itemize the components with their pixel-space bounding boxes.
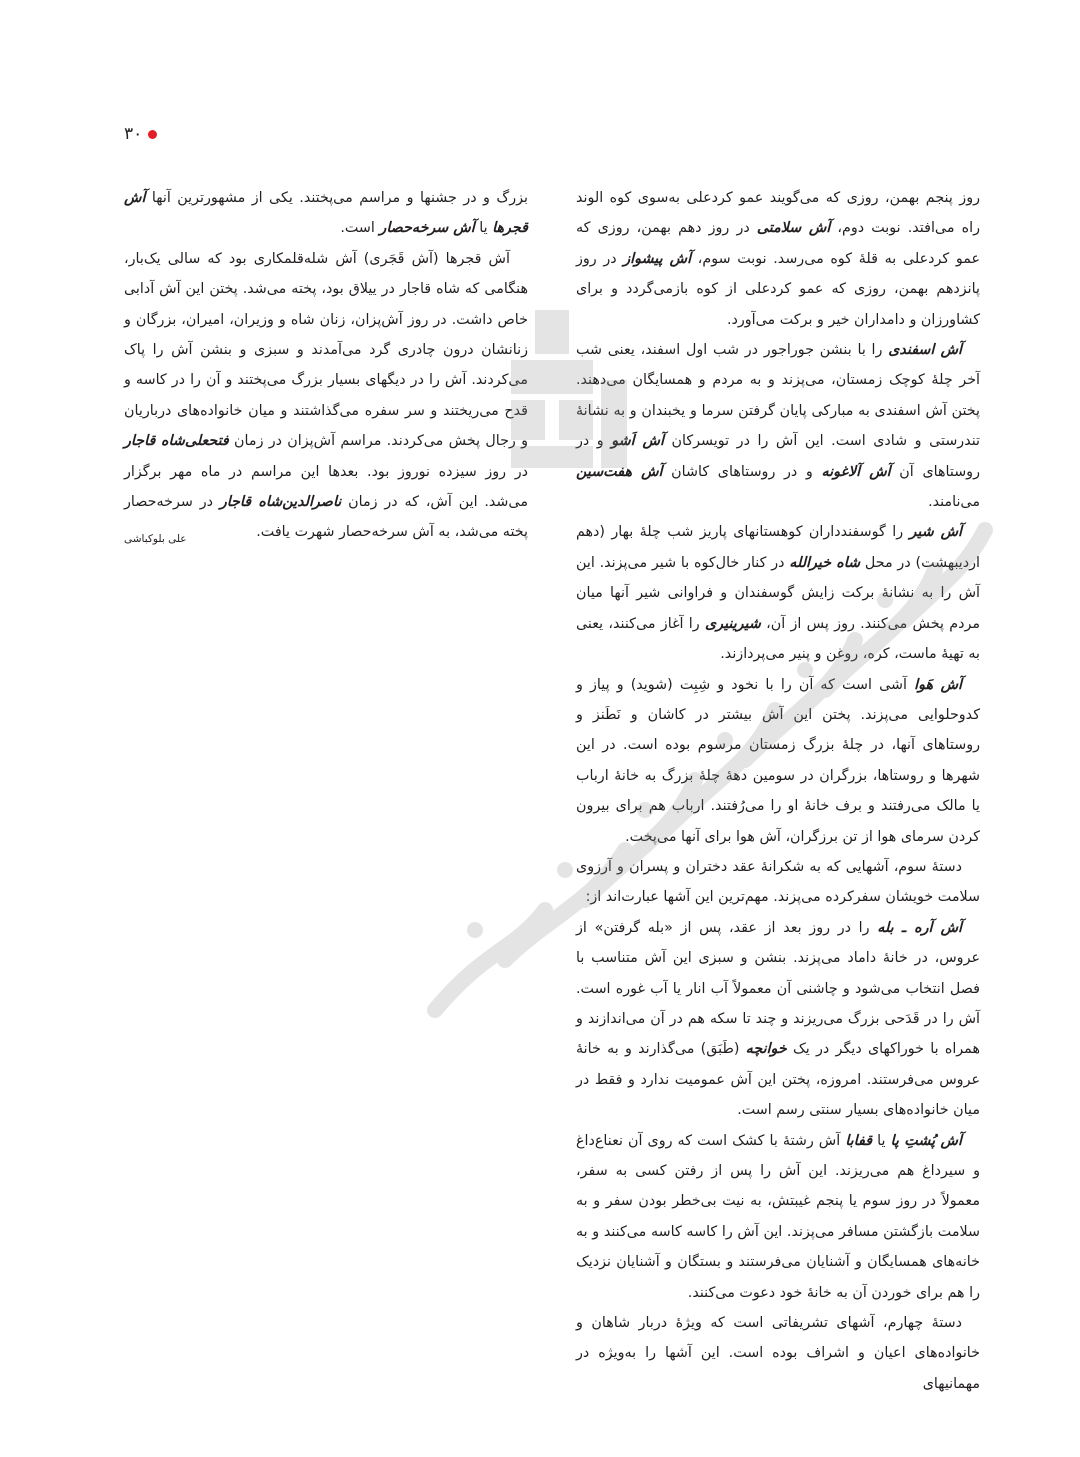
paragraph-text: (طَبَق) می‌گذارند و به خانهٔ عروس می‌فرستند. امروزه، پختن این آش عمومیت ندارد و فقط در میان خانواده‌های بسیار سنتی رسم است. <box>576 1041 980 1119</box>
bold-term: آش هَوا <box>914 676 962 693</box>
paragraph <box>124 183 528 244</box>
bold-term: آش سرخه‌حصار <box>379 220 475 237</box>
paragraph-text: در سرخه‌حصار پخته می‌شد، به آش سرخه‌حصار شهرت یافت. <box>124 494 528 541</box>
author-name: علی بلوکباشی <box>124 532 187 545</box>
bold-term: آش سلامتی <box>756 220 831 237</box>
paragraph <box>576 517 980 669</box>
page-number <box>124 124 157 144</box>
paragraph-text: دستهٔ سوم، آشهایی که به شکرانهٔ عقد دختران و پسران و آرزوی سلامت خویشان سفرکرده می‌پزند. مهم‌ترین این آشها عبارت‌اند از: <box>576 858 980 906</box>
paragraph-text: می‌نامند. <box>928 494 980 511</box>
bold-term: آش پیشواز <box>623 250 692 267</box>
paragraph-text: یا <box>872 1132 891 1149</box>
bold-term: ناصرالدین‌شاه قاجار <box>219 494 342 511</box>
paragraph-text: یا <box>474 220 493 237</box>
paragraph-text: است. <box>340 220 380 237</box>
left-column <box>124 183 528 554</box>
paragraph <box>124 244 528 548</box>
bold-term: آش آره ـ بله <box>877 919 963 936</box>
bold-term: آش هفت‌سین <box>576 463 663 480</box>
paragraph-text: را آغاز می‌کنند، یعنی به تهیهٔ ماست، کره، روغن و پنیر می‌پردازند. <box>576 615 980 663</box>
bold-term: آش پُشتِ پا <box>890 1132 962 1149</box>
paragraph <box>576 670 980 852</box>
bold-term: آش اسفندی <box>888 342 962 359</box>
bold-term: آش قجرها <box>124 190 528 237</box>
bold-term: آش اَشو <box>611 433 664 450</box>
paragraph-text: را با بنشن جوراجور در شب اول اسفند، یعنی شب آخر چلهٔ کوچک زمستان، می‌پزند و به مردم و همسایگان می‌دهند. پختن آش اسفندی به مبارکی پایان گرفتن سرما و یخبندان و به نشانهٔ تندرستی و شادی است. این آش را در تویسرکان <box>576 342 981 450</box>
paragraph-text: روز پنجم بهمن، روزی که می‌گویند عمو کردعلی به‌سوی کوه الوند راه می‌افتد. نوبت دوم، <box>576 190 980 237</box>
paragraph <box>576 913 980 1126</box>
paragraph-text: را گوسفندداران کوهستانهای پاریز شب چلهٔ بهار (دهم اردیبهشت) در محل <box>576 524 980 571</box>
bold-term: آش شیر <box>909 524 962 541</box>
paragraph <box>576 852 980 913</box>
bold-term: شیرینیری <box>704 615 761 632</box>
bold-term: شاه خیرالله <box>789 554 861 571</box>
bold-term: فتحعلی‌شاه قاجار <box>124 433 229 450</box>
paragraph-text: آش رشتهٔ با کشک است که روی آن نعناع‌داغ و سیرداغ هم می‌ریزند. این آش را پس از رفتن کسی به سفر، معمولاً در روز سوم یا پنجم غیبتش، به نیت بی‌خطر بودن سفر و به سلامت بازگشتن مسافر می‌پزند. این آش را کاسه کاسه می‌کنند و به خانه‌های همسایگان و آشنایان می‌فرستند و بستگان و آشنایان نزدیک را هم برای خوردن آن به خانهٔ خود دعوت می‌کنند. <box>576 1132 980 1301</box>
paragraph-text: دستهٔ چهارم، آشهای تشریفاتی است که ویژهٔ دربار شاهان و خانواده‌های اعیان و اشراف بوده است. این آشها را به‌ویژه در مهمانیهای <box>576 1315 980 1392</box>
bold-term: آش آلاغونه <box>821 463 891 480</box>
bold-term: قفابا <box>845 1132 873 1149</box>
paragraph-text: در روز سیزده نوروز بود. بعدها این مراسم در ماه مهر برگزار می‌شد. این آش، که در زمان <box>124 463 528 511</box>
paragraph <box>576 335 980 517</box>
paragraph <box>576 1308 980 1399</box>
paragraph <box>576 1126 980 1308</box>
page-number-text: ۳۰ <box>124 124 143 144</box>
right-column <box>576 183 980 1399</box>
paragraph-text: آش قجرها (آش قَجَری) آش شله‌قلمکاری بود که سالی یک‌بار، هنگامی که شاه قاجار در ییلاق بود، پخته می‌شد. پختن این آش آدابی خاص داشت. در روز آش‌پزان، زنان شاه و وزیران، امیران، بزرگان و زنانشان درون چادری گرد می‌آمدند و سبزی و بنشن آش را پاک می‌کردند. آش را در دیگهای بسیار بزرگ می‌پختند و آن را در کاسه و قدح می‌ریختند و سر سفره می‌گذاشتند و میان خانواده‌های درباریان و رجال پخش می‌کردند. مراسم آش‌پزان در زمان <box>124 250 529 450</box>
page-number-dot <box>148 130 157 139</box>
paragraph-text: آشی است که آن را با نخود و شِبِت (شوید) و پیاز و کدوحلوایی می‌پزند. پختن این آش بیشتر در کاشان و نَطَنز و روستاهای آنها، در چلهٔ بزرگ زمستان مرسوم بوده است. در این شهرها و روستاها، بزرگران در سومین دههٔ چلهٔ بزرگ به خانهٔ ارباب یا مالک می‌رفتند و برف خانهٔ او را می‌رُفتند. ارباب هم برای بیرون کردن سرمای هوا از تن برزگران، آش هوا برای آنها می‌پخت. <box>576 676 980 845</box>
paragraph-text: و در روستاهای آن <box>576 433 980 480</box>
paragraph-text: و در روستاهای کاشان <box>662 463 822 480</box>
paragraph-text: در روز دهم بهمن، روزی که عمو کردعلی به قلهٔ کوه می‌رسد. نوبت سوم، <box>576 220 980 267</box>
paragraph-text: در کنار خال‌کوه با شیر می‌پزند. این آش را به نشانهٔ برکت زایش گوسفندان و فراوانی شیر آنها میان مردم پخش می‌کنند. روز پس از آن، <box>576 554 981 632</box>
bold-term: خوانچه <box>745 1041 787 1058</box>
paragraph-text: را در روز بعد از عقد، پس از «بله گرفتن» از عروس، در خانهٔ داماد می‌پزند. بنشن و سبزی این آش متناسب با فصل انتخاب می‌شود و چاشنی آن معمولاً آب انار یا آب غوره است. آش را در قَدَحی بزرگ می‌ریزند و چند تا سکه هم در آن می‌اندازند و همراه با خوراکهای دیگر در یک <box>576 919 980 1058</box>
paragraph <box>576 183 980 335</box>
paragraph-text: بزرگ و در جشنها و مراسم می‌پختند. یکی از مشهورترین آنها <box>145 190 528 206</box>
left-column-body <box>124 183 528 548</box>
paragraph-text: در روز پانزدهم بهمن، روزی که عمو کردعلی از کوه بازمی‌گردد و برای کشاورزان و دامداران خیر و برکت می‌آورد. <box>576 250 980 328</box>
